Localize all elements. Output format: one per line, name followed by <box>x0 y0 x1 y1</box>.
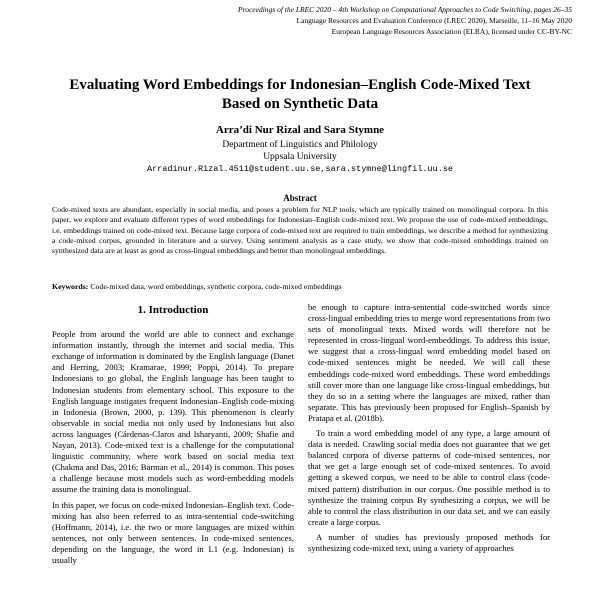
keywords-text: Code-mixed data, word embeddings, synthetic corpora, code-mixed embeddings <box>90 282 342 291</box>
right-paragraph-1: be enough to capture intra-sentential code-switched words since cross-lingual embedding tries to merge word representations from two sets of monolingual texts. Mixed words will therefore not be represented in cross-lingual word-embeddings. To address this issue, we suggest that a cross-lingual word embedding model based on code-mixed sentences might be needed. We will call these embeddings code-mixed word embeddings. These word embeddings still cover more than one language like cross-lingual embeddings, but they do so in a setting where the languages are mixed, rather than separate. This has previously been proposed for English–Spanish by Pratapa et al. (2018b). <box>308 302 550 423</box>
left-column <box>52 300 294 570</box>
header-line-3: European Language Resources Association (ELRA), licensed under CC-BY-NC <box>331 27 572 36</box>
abstract-heading: Abstract <box>283 193 317 203</box>
department: Department of Linguistics and Philology <box>222 140 378 150</box>
affiliation <box>0 139 600 163</box>
proceedings-header <box>238 4 572 37</box>
header-line-1: Proceedings of the LREC 2020 – 4th Workshop on Computational Approaches to Code Switching, pages 26–35 <box>237 5 572 14</box>
paper-title: Evaluating Word Embeddings for Indonesian–English Code-Mixed Text Based on Synthetic Data <box>69 77 531 112</box>
intro-paragraph-2: In this paper, we focus on code-mixed Indonesian–English text. Code-mixing has also been referred to as intra-sentential code-switching (Hoffmann, 2014), i.e. the two or more languages are mixed within sentences, not only between sentences. In code-mixed sentences, depending on the language, the word in L1 (e.g. Indonesian) is usually <box>52 499 294 565</box>
section-heading: 1. Introduction <box>137 304 209 316</box>
header-line-2: Language Resources and Evaluation Conference (LREC 2020), Marseille, 11–16 May 2020 <box>296 16 572 25</box>
right-paragraph-3: A number of studies has previously proposed methods for synthesizing code-mixed text, using a variety of approaches <box>308 531 550 553</box>
author-emails: Arradinur.Rizal.4511@student.uu.se,sara.stymne@lingfil.uu.se <box>146 164 454 174</box>
intro-paragraph-1: People from around the world are able to connect and exchange information instantly, through the internet and social media. This exchange of information is dominated by the English language (Danet and Herring, 2003; Kramarae, 1999; Poppi, 2014). To prepare Indonesians to go global, the English language has been taught to Indonesian students from elementary school. This exposure to the English language instigates frequent Indonesian–English code-mixing in Indonesia (Brown, 2000, p. 139). This phenomenon is clearly observable in social media not only used by Indonesians but also across languages (Cárdenas-Claros and Isharyanti, 2009; Shafie and Nayan, 2013). Code-mixed text is a challenge for the computational linguistic community, where work based on social media text (Chakma and Das, 2016; Barman et al., 2014) is common. This poses a challenge because most models such as word-embedding models assume the training data is monolingual. <box>52 329 294 495</box>
keywords-label: Keywords: <box>52 282 89 291</box>
university: Uppsala University <box>263 152 337 162</box>
keywords <box>52 282 548 292</box>
abstract-text: Code-mixed texts are abundant, especially in social media, and poses a problem for NLP tools, which are typically trained on monolingual corpora. In this paper, we explore and evaluate different types of word embeddings for Indonesian–English code-mixed text. We propose the use of code-mixed embeddings, i.e. embeddings trained on code-mixed text. Because large corpora of code-mixed text are required to train embeddings, we describe a method for synthesizing a code-mixed corpus, grounded in literature and a survey. Using sentiment analysis as a case study, we show that code-mixed embeddings trained on synthesized data are at least as good as cross-lingual embeddings and better than monolingual embeddings. <box>52 205 548 256</box>
authors: Arra’di Nur Rizal and Sara Stymne <box>215 124 385 136</box>
right-paragraph-2: To train a word embedding model of any type, a large amount of data is needed. Crawling social media does not guarantee that we get balanced corpora of diverse patterns of code-mixed sentences, nor that we get a large enough set of code-mixed sentences. To avoid getting a skewed corpus, we need to be able to control class (code-mixed pattern) distribution in our corpus. One possible method is to synthesize the training corpus By synthesizing a corpus, we will be able to control the class distribution in our data set, and we can easily create a large corpus. <box>308 428 550 527</box>
right-column <box>308 302 550 558</box>
